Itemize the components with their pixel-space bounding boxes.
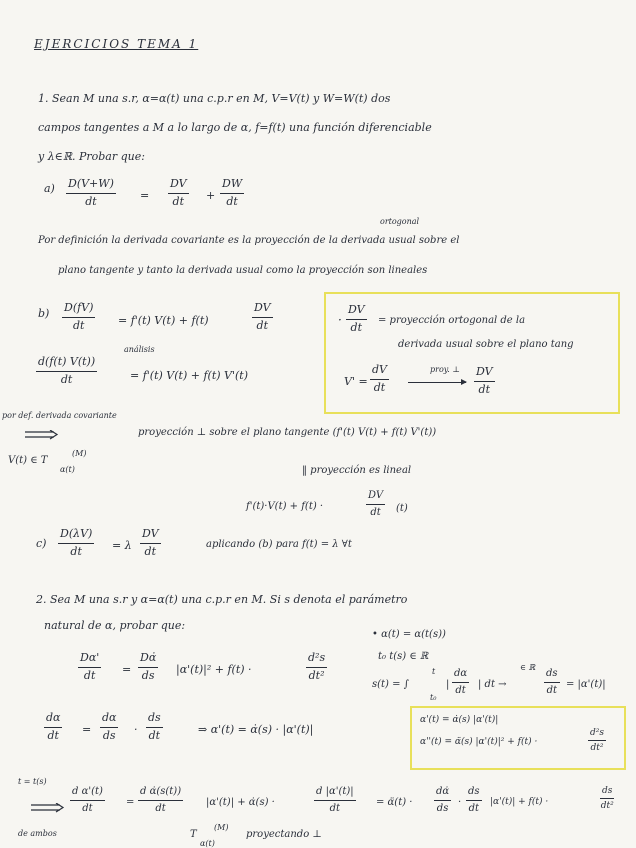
fraction-numerator: ds	[146, 712, 163, 728]
ex2-formula-lhs-fraction	[78, 652, 101, 682]
fraction-denominator: dt	[70, 544, 82, 558]
fraction-numerator: ds	[544, 668, 560, 683]
fraction-denominator: dt	[148, 728, 161, 742]
ex2-last-lhs-fraction	[70, 786, 105, 814]
arrow-icon	[408, 382, 466, 383]
fraction-numerator: Dα̇	[138, 652, 158, 668]
dot: ·	[134, 723, 138, 736]
ex2-note-dalpha-fraction	[452, 668, 469, 696]
ex2-last-r2-fraction	[466, 786, 482, 814]
ex1-a-lhs-fraction	[66, 178, 116, 208]
ex2-t-of-s: t = t(s)	[18, 777, 47, 786]
ex1-intro-line2: campos tangentes a M a lo largo de α, f=f(t) una función diferenciable	[38, 121, 432, 134]
ex1-b-projection-text: proyección ⊥ sobre el plano tangente (f'(t) V(t) + f(t) V'(t))	[138, 427, 437, 438]
fraction-numerator: D(V+W)	[66, 178, 116, 194]
fraction-numerator: D(λV)	[58, 528, 94, 544]
ex2-note-dsdt-fraction	[544, 668, 560, 696]
fraction-numerator: Dα'	[78, 652, 101, 668]
fraction-numerator: DV	[346, 304, 367, 320]
fraction-numerator: dα	[100, 712, 118, 728]
box-definition-line2: derivada usual sobre el plano tang	[398, 339, 574, 350]
ex1-a-explanation-line1: Por definición la derivada covariante es la proyección de la derivada usual sobre el	[38, 235, 460, 246]
ex2-formula-mid: |α'(t)|² + f(t) ·	[176, 663, 252, 676]
dot: ·	[458, 797, 462, 808]
ex2-note-membership: ∈ ℝ	[520, 663, 536, 672]
ex1-b-result-left: f'(t)·V(t) + f(t) ·	[246, 501, 324, 512]
fraction-denominator: dt	[172, 194, 185, 208]
fraction-denominator: dt²	[308, 668, 325, 682]
ex1-intro-line3: y λ∈ℝ. Probar que:	[38, 150, 145, 163]
fraction-denominator: dt	[83, 668, 96, 682]
ex1-b-v-in-t: V(t) ∈ T	[8, 455, 48, 466]
ex1-b-label: b)	[38, 307, 50, 320]
fraction-denominator: ds	[436, 802, 449, 814]
ex2-last-mid-fraction	[138, 786, 183, 814]
fraction-numerator: DV	[168, 178, 189, 194]
ex2-last-mid: |α'(t)| + α̇(s) ·	[206, 797, 275, 808]
ex2-last-eq2: = α̈(t) ·	[376, 797, 413, 808]
ex2-chain-implication: ⇒ α'(t) = α̇(s) · |α'(t)|	[198, 723, 314, 736]
fraction-denominator: ds	[141, 668, 155, 682]
box-dv-fraction	[370, 364, 389, 394]
ex2-intro-line1: 2. Sea M una s.r y α=α(t) una c.p.r en M. Si s denota el parámetro	[36, 593, 408, 606]
fraction-denominator: dt	[60, 372, 73, 386]
box-rhs-fraction	[474, 366, 495, 396]
ex1-c-lhs-fraction	[58, 528, 94, 558]
fraction-denominator: dt	[468, 802, 479, 814]
box-v-prime: V' =	[344, 375, 368, 388]
fraction-denominator: dt	[144, 544, 157, 558]
ex2-formula-rhs-fraction	[306, 652, 327, 682]
box-definition-line1: = proyección ortogonal de la	[378, 315, 526, 326]
ex1-c-label: c)	[36, 537, 47, 550]
ex2-note-line3-end: = |α'(t)|	[566, 679, 606, 690]
ex2-footer-subscript: α(t)	[200, 839, 215, 848]
box-lhs-fraction	[346, 304, 367, 334]
ex1-b-rhs-fraction	[252, 302, 273, 332]
ex2-intro-line2: natural de α, probar que:	[44, 619, 186, 632]
ex1-b-result-fraction	[366, 490, 385, 518]
box-small-fraction	[588, 728, 606, 754]
ex1-a-explanation-line2: plano tangente y tanto la derivada usual como la proyección son lineales	[58, 265, 428, 276]
fraction-denominator: dt²	[600, 801, 614, 812]
fraction-numerator: dα	[44, 712, 62, 728]
box-proj-label: proy. ⊥	[430, 365, 460, 374]
ex2-note-line3-post: | dt →	[478, 679, 507, 690]
fraction-numerator: dV	[370, 364, 389, 380]
ex1-c-rhs-fraction	[140, 528, 161, 558]
fraction-denominator: dt	[373, 380, 386, 394]
ex2-chain-rhs-fraction	[146, 712, 163, 742]
ex1-b-line2-rhs: = f'(t) V(t) + f(t) V'(t)	[130, 369, 249, 382]
equals-sign: =	[122, 663, 132, 676]
fraction-numerator: dα̇	[434, 786, 451, 801]
ex2-chain-mid-fraction	[100, 712, 118, 742]
equals-sign: =	[82, 723, 92, 736]
ex1-b-rhs: = f'(t) V(t) + f(t)	[118, 314, 209, 327]
fraction-numerator: DV	[140, 528, 161, 544]
fraction-denominator: dt	[370, 506, 381, 518]
integral-upper-limit: t	[432, 667, 436, 676]
fraction-numerator: DW	[220, 178, 244, 194]
fraction-denominator: dt	[256, 318, 269, 332]
fraction-denominator: dt	[82, 802, 93, 814]
fraction-numerator: DV	[366, 490, 385, 505]
fraction-numerator: d α'(t)	[70, 786, 105, 801]
plus-sign: +	[206, 189, 216, 202]
implies-arrow	[30, 798, 64, 806]
fraction-numerator: ds	[466, 786, 482, 801]
ex2-note-line1: • α(t) = α(t(s))	[372, 629, 446, 640]
ex2-footer-left: de ambos	[18, 829, 57, 838]
fraction-numerator: d(f(t) V(t))	[36, 356, 97, 372]
ex2-formula-mid-fraction	[138, 652, 158, 682]
ex2-last-r3-fraction	[600, 786, 614, 812]
fraction-denominator: dt	[72, 318, 85, 332]
fraction-denominator: dt²	[590, 743, 604, 754]
fraction-numerator: dα	[452, 668, 469, 683]
ex2-chain-lhs-fraction	[44, 712, 62, 742]
ex2-last-tail: |α'(t)| + f(t) ·	[490, 797, 549, 807]
ex1-b-result-right: (t)	[396, 503, 408, 514]
fraction-denominator: dt	[478, 382, 491, 396]
fraction-denominator: dt	[350, 320, 363, 334]
integral-lower-limit: t₀	[430, 693, 437, 702]
fraction-numerator: d²s	[306, 652, 327, 668]
box-small-line2: α''(t) = α̈(s) |α'(t)|² + f(t) ·	[420, 737, 538, 747]
ex2-footer-projection: proyectando ⊥	[246, 829, 322, 840]
fraction-denominator: dt	[546, 684, 557, 696]
ex1-b-line2-fraction	[36, 356, 97, 386]
equals-sign: =	[126, 797, 135, 808]
fraction-denominator: dt	[226, 194, 238, 208]
ex1-a-label: a)	[44, 182, 55, 195]
fraction-denominator: dt	[329, 802, 341, 814]
ex2-last-r-fraction	[434, 786, 451, 814]
fraction-numerator: D(fV)	[62, 302, 95, 318]
fraction-numerator: d α̇(s(t))	[138, 786, 183, 801]
page-title: EJERCICIOS TEMA 1	[34, 37, 199, 51]
ex2-footer-t: T	[190, 829, 197, 840]
fraction-denominator: dt	[85, 194, 97, 208]
ex1-c-note: aplicando (b) para f(t) = λ ∀t	[206, 539, 352, 550]
ex1-intro-line1: 1. Sean M una s.r, α=α(t) una c.p.r en M, V=V(t) y W=W(t) dos	[38, 92, 391, 105]
fraction-denominator: ds	[102, 728, 116, 742]
box-small-line1: α'(t) = α̇(s) |α'(t)|	[420, 715, 499, 725]
highlight-box-projection	[324, 292, 620, 414]
fraction-numerator: d²s	[588, 728, 606, 741]
analisis-note: análisis	[124, 345, 155, 354]
ex2-last-mid2-fraction	[314, 786, 356, 814]
ex2-footer-superscript: (M)	[214, 823, 229, 832]
fraction-denominator: dt	[155, 802, 166, 814]
ortogonal-note: ortogonal	[380, 217, 420, 226]
implies-arrow	[24, 425, 58, 433]
bullet: ·	[338, 313, 342, 327]
fraction-numerator: DV	[252, 302, 273, 318]
fraction-numerator: DV	[474, 366, 495, 382]
ex1-a-term2-fraction	[220, 178, 244, 208]
ex1-b-v-in-t-superscript: (M)	[72, 449, 87, 458]
fraction-denominator: dt	[455, 684, 466, 696]
abs-bar: |	[446, 679, 450, 690]
fraction-numerator: ds	[600, 786, 614, 799]
ex1-b-v-in-t-subscript: α(t)	[60, 465, 75, 474]
ex1-b-linear-note: ‖ proyección es lineal	[302, 465, 412, 476]
equals-sign: =	[140, 189, 150, 202]
ex1-b-lhs-fraction	[62, 302, 95, 332]
ex1-c-eq: = λ	[112, 539, 132, 552]
fraction-denominator: dt	[47, 728, 59, 742]
ex1-b-side-note: por def. derivada covariante	[2, 411, 117, 420]
ex1-a-term1-fraction	[168, 178, 189, 208]
fraction-numerator: d |α'(t)|	[314, 786, 356, 801]
ex2-note-line2: t₀ t(s) ∈ ℝ	[378, 651, 429, 662]
ex2-note-line3-pre: s(t) = ∫	[372, 679, 409, 690]
